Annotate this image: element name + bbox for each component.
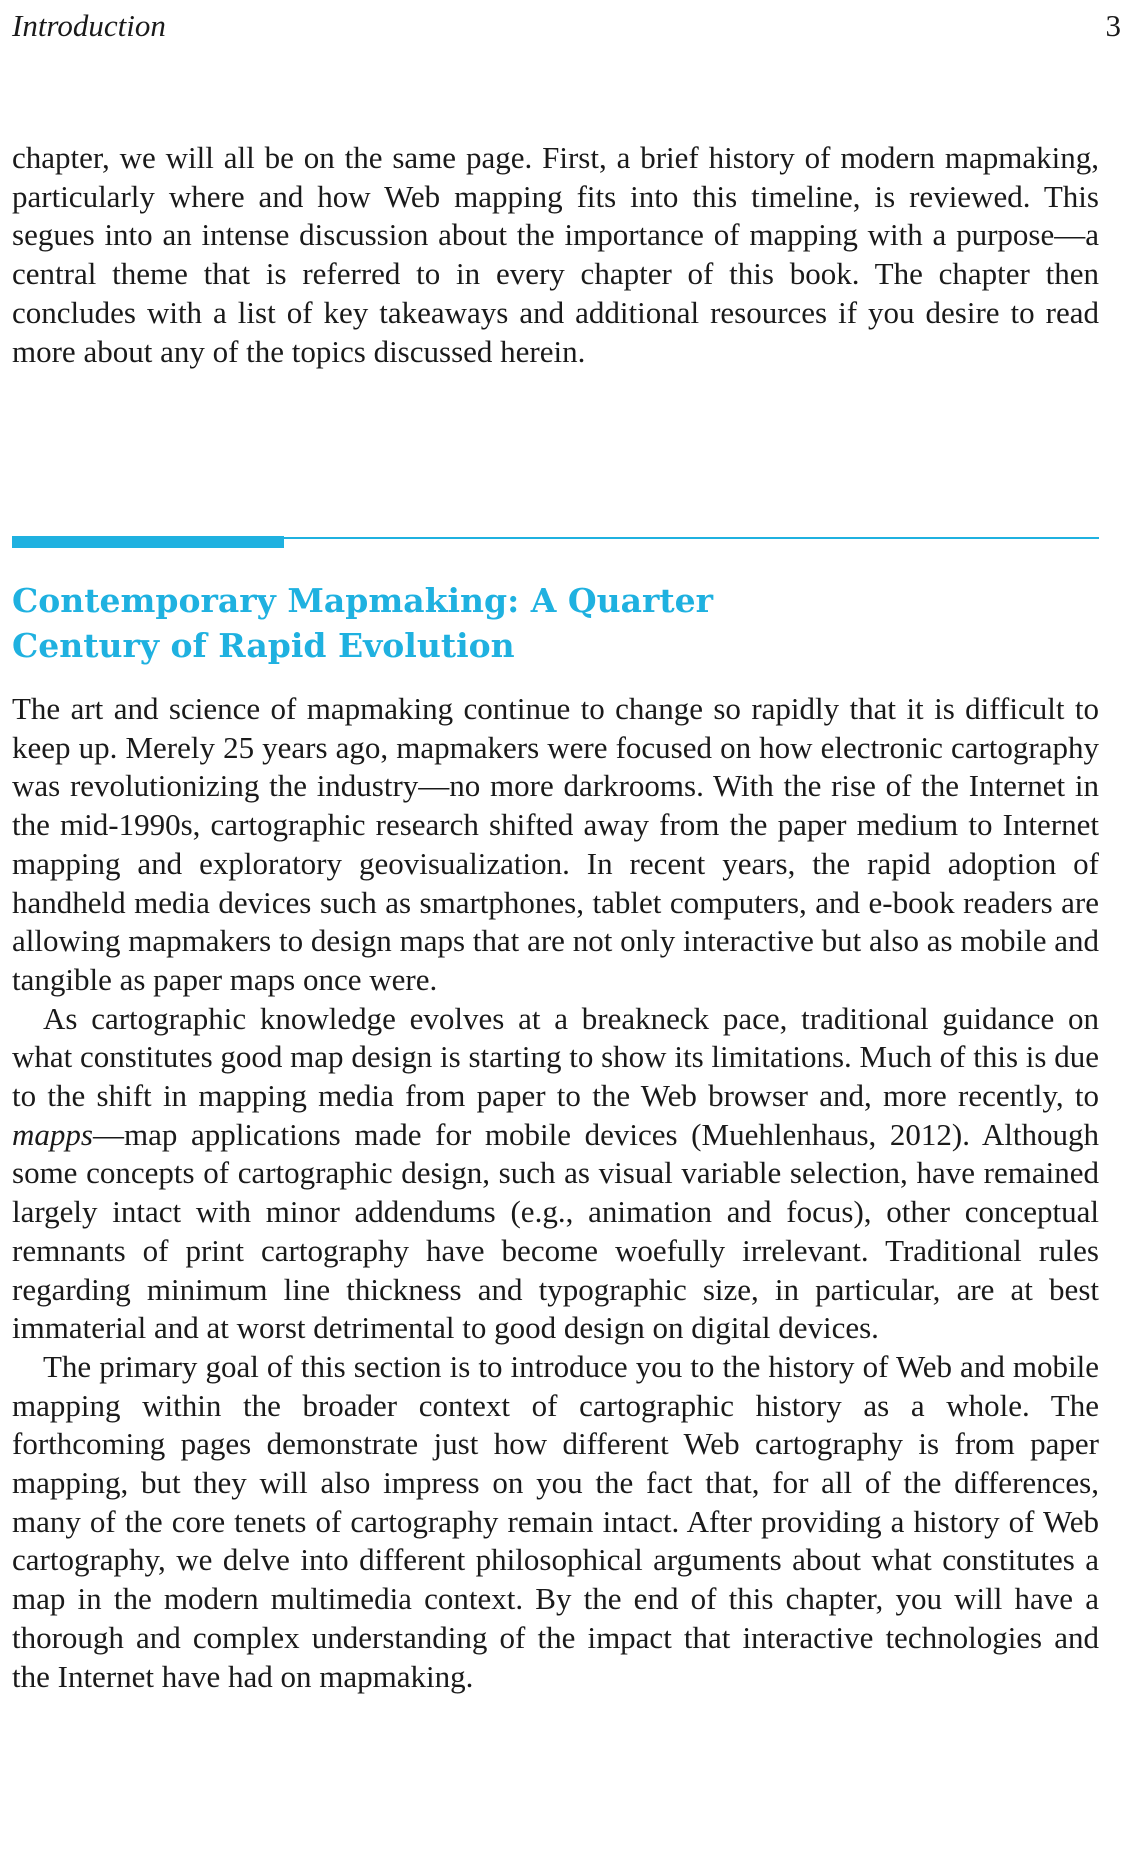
running-head [12,6,1121,46]
paragraph-2-text-before: As cartographic knowledge evolves at a breakneck pace, traditional guidance on what constitutes good map design is starting to show its limitations. Much of this is due to the shift in mapping media from paper to the Web browser and, more recently, to [12,1000,1099,1114]
section-heading-line-2: Century of Rapid Evolution [12,626,515,665]
section-heading-line-1: Contemporary Mapmaking: A Quarter [12,581,713,620]
intro-paragraph: chapter, we will all be on the same page. First, a brief history of modern mapmaking, particularly where and how Web mapping fits into this timeline, is reviewed. This segues into an intense discussion about the importance of mapping with a purpose—a central theme that is referred to in every chapter of this book. The chapter then concludes with a list of key takeaways and additional resources if you desire to read more about any of the topics discussed herein. [12,140,1099,369]
intro-text-block [12,139,1099,371]
running-head-section: Introduction [12,8,166,43]
section-text-block [12,690,1099,1696]
mapps-term: mapps [12,1116,93,1152]
section-paragraph-1: The art and science of mapmaking continue to change so rapidly that it is difficult to keep up. Merely 25 years ago, mapmakers were focused on how electronic cartography was revolutionizing the industry—no more darkrooms. With the rise of the Internet in the mid-1990s, cartographic research shifted away from the paper medium to Internet mapping and exploratory geovisualization. In recent years, the rapid adoption of handheld media devices such as smartphones, tablet computers, and e-book readers are allowing mapmakers to design maps that are not only interactive but also as mobile and tangible as paper maps once were. [12,691,1099,997]
section-paragraph-2 [12,1000,1099,1348]
section-paragraph-3: The primary goal of this section is to introduce you to the history of Web and mobile mapping within the broader context of cartographic history as a whole. The forthcoming pages demonstrate just how different Web cartography is from paper mapping, but they will also impress on you the fact that, for all of the differences, many of the core tenets of cartography remain intact. After providing a history of Web cartography, we delve into different philosophical arguments about what constitutes a map in the modern multimedia context. By the end of this chapter, you will have a thorough and complex understanding of the impact that interactive technologies and the Internet have had on mapmaking. [12,1348,1099,1694]
page-number: 3 [1105,8,1121,43]
paragraph-2-text-after: —map applications made for mobile devices (Muehlenhaus, 2012). Although some concepts of cartographic design, such as visual variable selection, have remained largely intact with minor addendums (e.g., animation and focus), other conceptual remnants of print cartography have become woefully irrelevant. Traditional rules regarding minimum line thickness and typographic size, in particular, are at best immaterial and at worst detrimental to good design on digital devices. [12,1116,1099,1346]
section-divider-accent-bar [12,536,284,548]
section-heading [12,578,732,668]
